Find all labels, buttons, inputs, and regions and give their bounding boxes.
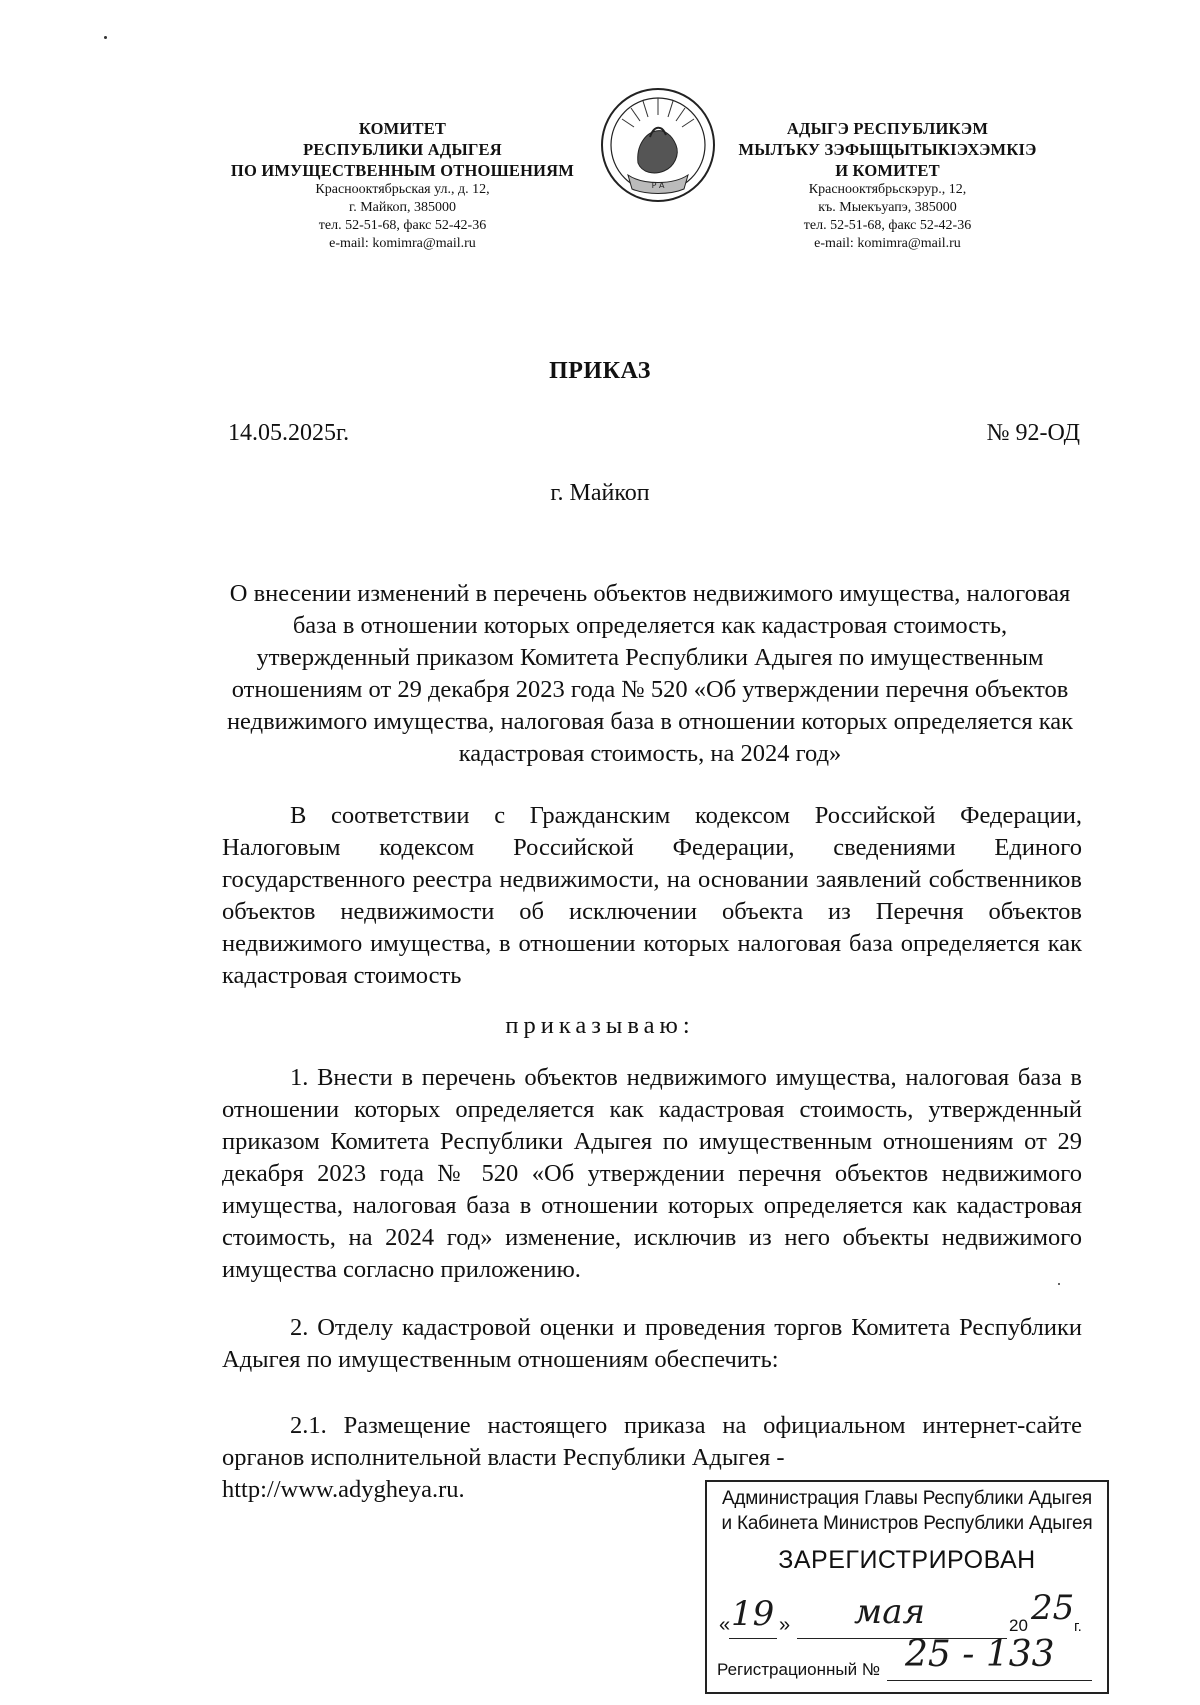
header-left-line2: РЕСПУБЛИКИ АДЫГЕЯ — [303, 140, 502, 159]
stamp-month: мая — [854, 1592, 925, 1632]
order-word: приказываю: — [505, 1012, 695, 1039]
header-right-line3: И КОМИТЕТ — [835, 161, 940, 180]
header-right-phone: тел. 52-51-68, факс 52-42-36 — [803, 218, 972, 233]
stamp-regno-label: Регистрационный № — [717, 1660, 881, 1679]
header-right-line2: МЫЛЪКУ ЗЭФЫЩЫТЫКIЭХЭМКIЭ — [738, 140, 1037, 159]
document-number: № 92-ОД — [986, 420, 1080, 446]
header-right-email: e-mail: komimra@mail.ru — [814, 236, 961, 251]
stamp-year-prefix: 20 — [1009, 1616, 1028, 1635]
header-left-block — [210, 118, 595, 253]
stamp-regno-line — [887, 1680, 1092, 1681]
scan-speck — [104, 36, 107, 39]
header-left-address2: г. Майкоп, 385000 — [349, 200, 456, 215]
header-right-address2: къ. Мыекъуапэ, 385000 — [818, 200, 957, 215]
stamp-regno-row — [717, 1634, 1102, 1686]
scan-speck — [1058, 1283, 1060, 1285]
item-1-paragraph: 1. Внести в перечень объектов недвижимого имущества, налоговая база в отношении которых определяется как кадастровая стоимость, утвержденный приказом Комитета Республики Адыгея по имущественным отношениям от 29 декабря 2023 года № 520 «Об утверждении перечня объектов недвижимого имущества, налоговая база в отношении которых определяется как кадастровая стоимость, на 2024 год» изменение, исключив из него объекты недвижимого имущества согласно приложению. — [222, 1064, 1082, 1283]
stamp-org-line2: и Кабинета Министров Республики Адыгея — [721, 1513, 1093, 1534]
stamp-day: 19 — [731, 1594, 775, 1634]
item-2-paragraph: 2. Отделу кадастровой оценки и проведения торгов Комитета Республики Адыгея по имущественным отношениям обеспечить: — [222, 1314, 1082, 1373]
stamp-regno: 25 - 133 — [905, 1634, 1055, 1675]
stamp-status: ЗАРЕГИСТРИРОВАН — [778, 1546, 1036, 1574]
stamp-org — [707, 1486, 1107, 1536]
item-2-1-url: http://www.adygheya.ru. — [222, 1476, 465, 1503]
header-left-address1: Краснооктябрьская ул., д. 12, — [315, 182, 490, 197]
header-left-line3: ПО ИМУЩЕСТВЕННЫМ ОТНОШЕНИЯМ — [230, 161, 575, 180]
document-subject: О внесении изменений в перечень объектов недвижимого имущества, налоговая база в отношении которых определяется как кадастровая стоимость, утвержденный приказом Комитета Республики Адыгея по имущественным отношениям от 29 декабря 2023 года № 520 «Об утверждении перечня объектов недвижимого имущества, налоговая база в отношении которых определяется как кадастровая стоимость, на 2024 год» — [226, 580, 1074, 767]
preamble-paragraph: В соответствии с Гражданским кодексом Российской Федерации, Налоговым кодексом Российской Федерации, сведениями Единого государственного реестра недвижимости, на основании заявлений собственников объектов недвижимости об исключении объекта из Перечня объектов недвижимого имущества, в отношении которых налоговая база определяется как кадастровая стоимость — [222, 802, 1082, 989]
stamp-org-line1: Администрация Главы Республики Адыгея — [721, 1488, 1093, 1509]
document-title: ПРИКАЗ — [549, 358, 651, 384]
stamp-quote-open: « — [719, 1614, 731, 1636]
header-right-address1: Краснооктябрьскэрур., 12, — [808, 182, 967, 197]
stamp-day-line — [729, 1638, 777, 1639]
header-right-block — [715, 118, 1060, 253]
svg-text:Р А: Р А — [651, 181, 665, 190]
coat-of-arms-icon — [598, 85, 718, 210]
header-right-line1: АДЫГЭ РЕСПУБЛИКЭМ — [786, 119, 989, 138]
stamp-year-g: г. — [1074, 1618, 1082, 1635]
registration-stamp — [705, 1480, 1109, 1694]
stamp-quote-close: » — [779, 1614, 791, 1636]
item-2-1-text: 2.1. Размещение настоящего приказа на официальном интернет-сайте органов исполнительной власти Республики Адыгея - — [222, 1412, 1082, 1471]
document-date: 14.05.2025г. — [228, 420, 350, 446]
document-city: г. Майкоп — [550, 480, 650, 506]
header-left-line1: КОМИТЕТ — [358, 119, 447, 138]
header-left-phone: тел. 52-51-68, факс 52-42-36 — [318, 218, 487, 233]
header-left-email: e-mail: komimra@mail.ru — [329, 236, 476, 251]
stamp-year-suffix: 25 — [1031, 1588, 1075, 1628]
